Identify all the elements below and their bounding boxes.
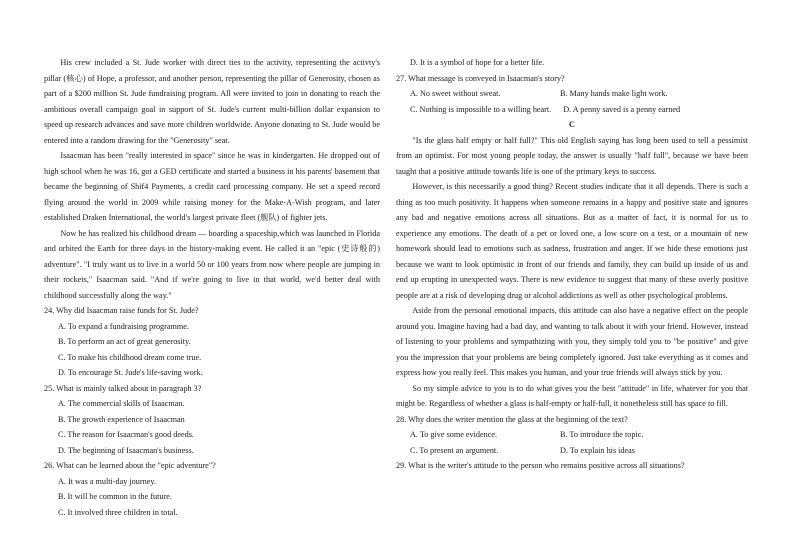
option-c: C. Nothing is impossible to a willing heart. (410, 104, 552, 114)
left-column (44, 55, 380, 520)
question-24 (44, 303, 380, 381)
option-a: A. The commercial skills of Isaacman. (58, 399, 185, 408)
question-29 (396, 458, 748, 474)
question-26 (44, 458, 380, 520)
question-25 (44, 381, 380, 459)
option-a: A. It was a multi-day journey. (58, 476, 156, 486)
option-d: D. To encourage St. Jude's life-saving work. (58, 368, 203, 377)
option-d: D. The beginning of Isaacman's business. (58, 445, 194, 455)
passage-paragraph: However, is this necessarily a good thing? Recent studies indicate that it all depends. There is such a thing as too much positivity. It happens when someone remains in a happy and positive state and ignores any bad and negative emotions across all situations. But as a matter of fact, it is normal for us to experience any emotions. The death of a pet or loved one, a low score on a test, or a mountain of new homework should lead to emotions such as sadness, frustration and anger. If we hide these emotions just because we want to look optimistic in front of our friends and family, they can build up inside of us and end up erupting in unexpected ways. There is new evidence to suggest that many of these overly positive people are at a risk of developing drug or alcohol addictions as well as other psychological problems. (396, 182, 748, 300)
option-b: B. To perform an act of great generosity. (58, 337, 191, 346)
option-c: C. To make his childhood dream come true. (58, 352, 202, 362)
question-28 (396, 412, 748, 459)
option-d: D. To explain his ideas (560, 445, 635, 455)
passage-paragraph: His crew included a St. Jude worker with direct ties to the activity, representing the activty's pillar (核心) of Hope, a professor, and another person, representing the pillar of Generosity, chosen as part of a $200 million St. Jude fundraising program. All were invited to join in donating to reach the ambitious overall campaign goal in support of St. Jude's current multi-billion dollar expansion to speed up research advances and save more children worldwide. Anyone donating to St. Jude would be entered into a random drawing for the "Generosity" seat. (44, 58, 380, 145)
passage-paragraph: "Is the glass half empty or half full?" This old English saying has long been used to tell a pessimist from an optimist. For most young people today, the answer is usually "half full", because we have been taught that a positive attitude towards life is one of the primary keys to success. (396, 135, 748, 176)
section-letter: C (569, 120, 575, 129)
option-b: B. Many hands make light work. (560, 89, 668, 98)
right-column (396, 55, 748, 474)
option-d: D. A penny saved is a penny earned (563, 104, 681, 114)
option-d: D. It is a symbol of hope for a better life. (410, 58, 545, 67)
option-a: A. No sweet without sweat. (410, 89, 501, 98)
option-a: A. To expand a fundraising programme. (58, 321, 189, 331)
question-stem: 26. What can be learned about the "epic adventure"? (44, 461, 216, 470)
option-c: C. The reason for Isaacman's good deeds. (58, 430, 194, 439)
option-c: C. To present an argument. (410, 445, 499, 455)
passage-paragraph: Now he has realized his childhood dream — boarding a spaceship,which was launched in Florida and orbited the Earth for three days in the history-making event. He called it an "epic (史诗般的) adventure". "I truly want us to live in a world 50 or 100 years from now where people are jumping in their rockets," Isaacman said. "And if we're going to live in that world, we'd better deal with childhood successfully along the way." (44, 228, 380, 300)
passage-paragraph: Aside from the personal emotional impacts, this attitude can also have a negative effect on the people around you. Imagine having had a bad day, and wanting to talk about it with your friend. However, instead of listening to your problems and sympathizing with you, they simply told you to "be positive" and give you the impression that your problems are being completely ignored. Just take everything as it comes and express how you really feel. This makes you human, and your true friends will always stick by you. (396, 306, 748, 377)
option-b: B. It will be common in the future. (58, 492, 172, 501)
option-b: B. The growth experience of Isaacman (58, 414, 185, 424)
question-stem: 24. Why did Isaacman raise funds for St. Jude? (44, 306, 199, 315)
passage-paragraph: So my simple advice to you is to do what gives you the best "attitude" in life, whatever for you that might be. Regardless of whether a glass is half-empty or half-full, it nonetheless still has space to fill. (396, 383, 748, 408)
option-c: C. It involved three children in total. (58, 507, 178, 517)
question-stem: 25. What is mainly talked about in paragraph 3? (44, 383, 202, 393)
passage-paragraph: Isaacman has been "really interested in space" since he was in kindergarten. He dropped out of high school when he was 16, got a GED certificate and started a business in his parents' basement that became the beginning of Shif4 Payments, a credit card processing company. He set a speed record flying around the world in 2009 while raising money for the Make-A-Wish program, and later established Draken International, the world's largest private fleet (舰队) of fighter jets. (44, 151, 380, 222)
question-stem: 27. What message is conveyed in Isaacman's story? (396, 73, 565, 83)
option-b: B. To introduce the topic. (560, 430, 644, 439)
option-a: A. To give some evidence. (410, 430, 498, 439)
question-27 (396, 71, 748, 118)
question-stem: 28. Why does the writer mention the glass at the beginning of the text? (396, 414, 628, 424)
question-stem: 29. What is the writer's attitude to the person who remains positive across all situations? (396, 461, 685, 470)
